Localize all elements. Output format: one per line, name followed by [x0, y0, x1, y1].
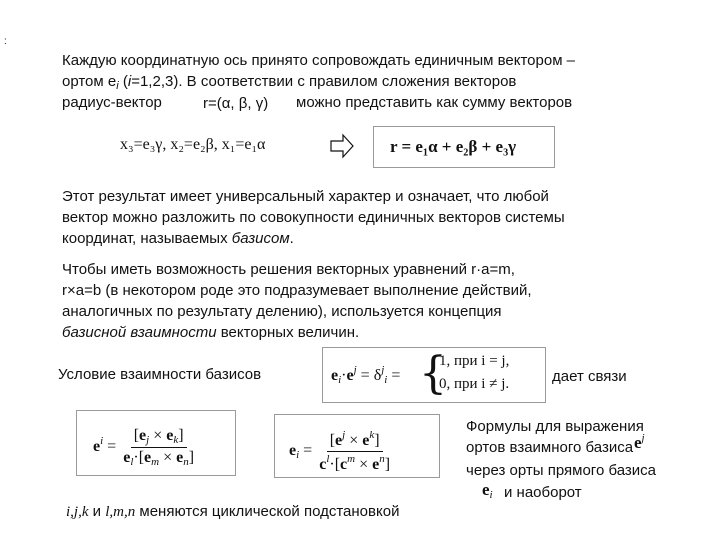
- reciprocal-basis-formula-box: [76, 410, 236, 476]
- reciprocity-formula-box: [322, 347, 546, 403]
- para2-line3-a: координат, называемых: [62, 230, 232, 247]
- para1-line3: [62, 92, 162, 113]
- para3-line1: Чтобы иметь возможность решения векторных уравнений r·a=m,: [62, 261, 515, 278]
- para1-line3-b: можно представить как сумму векторов: [296, 94, 573, 111]
- formulas-note-line2: ортов взаимного базиса: [466, 439, 634, 456]
- para1-line2-a: ортом: [62, 73, 108, 90]
- para2-line3-b: .: [289, 230, 294, 247]
- para2-line2: вектор можно разложить по совокупности единичных векторов системы: [62, 209, 565, 226]
- direct-basis-formula-box: [274, 414, 440, 478]
- ort-symbol: e: [107, 73, 117, 90]
- formulas-note-line3: через орты прямого базиса: [466, 462, 656, 479]
- indices-lmn: l,m,n: [105, 504, 136, 520]
- radius-vector-expr: r=(α, β, γ): [203, 95, 269, 112]
- para1-line2-c: =1,2,3). В соответствии с правилом сложения векторов: [131, 73, 517, 90]
- reciprocity-tail: дает связи: [552, 368, 627, 385]
- reciprocal-ort-symbol: $e^j$: [634, 432, 645, 452]
- index-var: i: [127, 73, 132, 90]
- cyclic-and: и: [88, 503, 106, 520]
- term-basis: базисом: [231, 230, 290, 247]
- reciprocity-label: Условие взаимности базисов: [58, 366, 262, 383]
- sum-formula: r = e₁α + e₂β + e₃γ: [390, 137, 517, 156]
- direct-basis-formula: $e_i$ = $\frac{[e^j \times e^k]}{c^l\cdot[c^m \times e^n]}$: [289, 429, 391, 473]
- para3-line4-b: векторных величин.: [216, 324, 360, 341]
- brace-icon: {: [419, 348, 447, 399]
- formulas-note-line4: и наоборот: [504, 484, 582, 501]
- cyclic-text: меняются циклической подстановкой: [135, 503, 400, 520]
- para3-line2: r×a=b (в некотором роде это подразумевает выполнение действий,: [62, 282, 532, 299]
- direct-ort-symbol: $e_i$: [482, 480, 493, 501]
- kronecker-lhs: $e_i\cdot e^j = \delta^j_i$ =: [331, 364, 401, 386]
- para2-line1: Этот результат имеет универсальный характер и означает, что любой: [62, 188, 549, 205]
- para3-line4: [62, 322, 359, 343]
- case-equal: 1, при i = j,: [439, 353, 510, 369]
- reciprocal-basis-formula: $e^i$ = $\frac{[e_j \times e_k]}{e_l\cdot[e_m \times e_n]}$: [93, 427, 195, 468]
- para1-line1: Каждую координатную ось принято сопровождать единичным вектором –: [62, 52, 576, 69]
- case-not-equal: 0, при i ≠ j.: [439, 376, 510, 392]
- para3-line3: аналогичных по результату делению), используется концепция: [62, 303, 502, 320]
- para2-line3: [62, 228, 294, 249]
- right-arrow-icon: [330, 132, 354, 160]
- cyclic-note: [66, 501, 399, 523]
- para1-line3-a: радиус-вектор: [62, 94, 162, 111]
- formulas-note-line1: Формулы для выражения: [466, 418, 644, 435]
- corner-mark: :: [4, 36, 7, 47]
- para1-line2-b: (: [118, 73, 128, 90]
- term-reciprocity: базисной взаимности: [62, 324, 217, 341]
- component-equations: x₃=e₃γ, x₂=e₂β, x₁=e₁α: [120, 136, 266, 153]
- ort-index: i: [116, 80, 119, 92]
- indices-ijk: i,j,k: [66, 504, 89, 520]
- sum-formula-box: [373, 126, 555, 168]
